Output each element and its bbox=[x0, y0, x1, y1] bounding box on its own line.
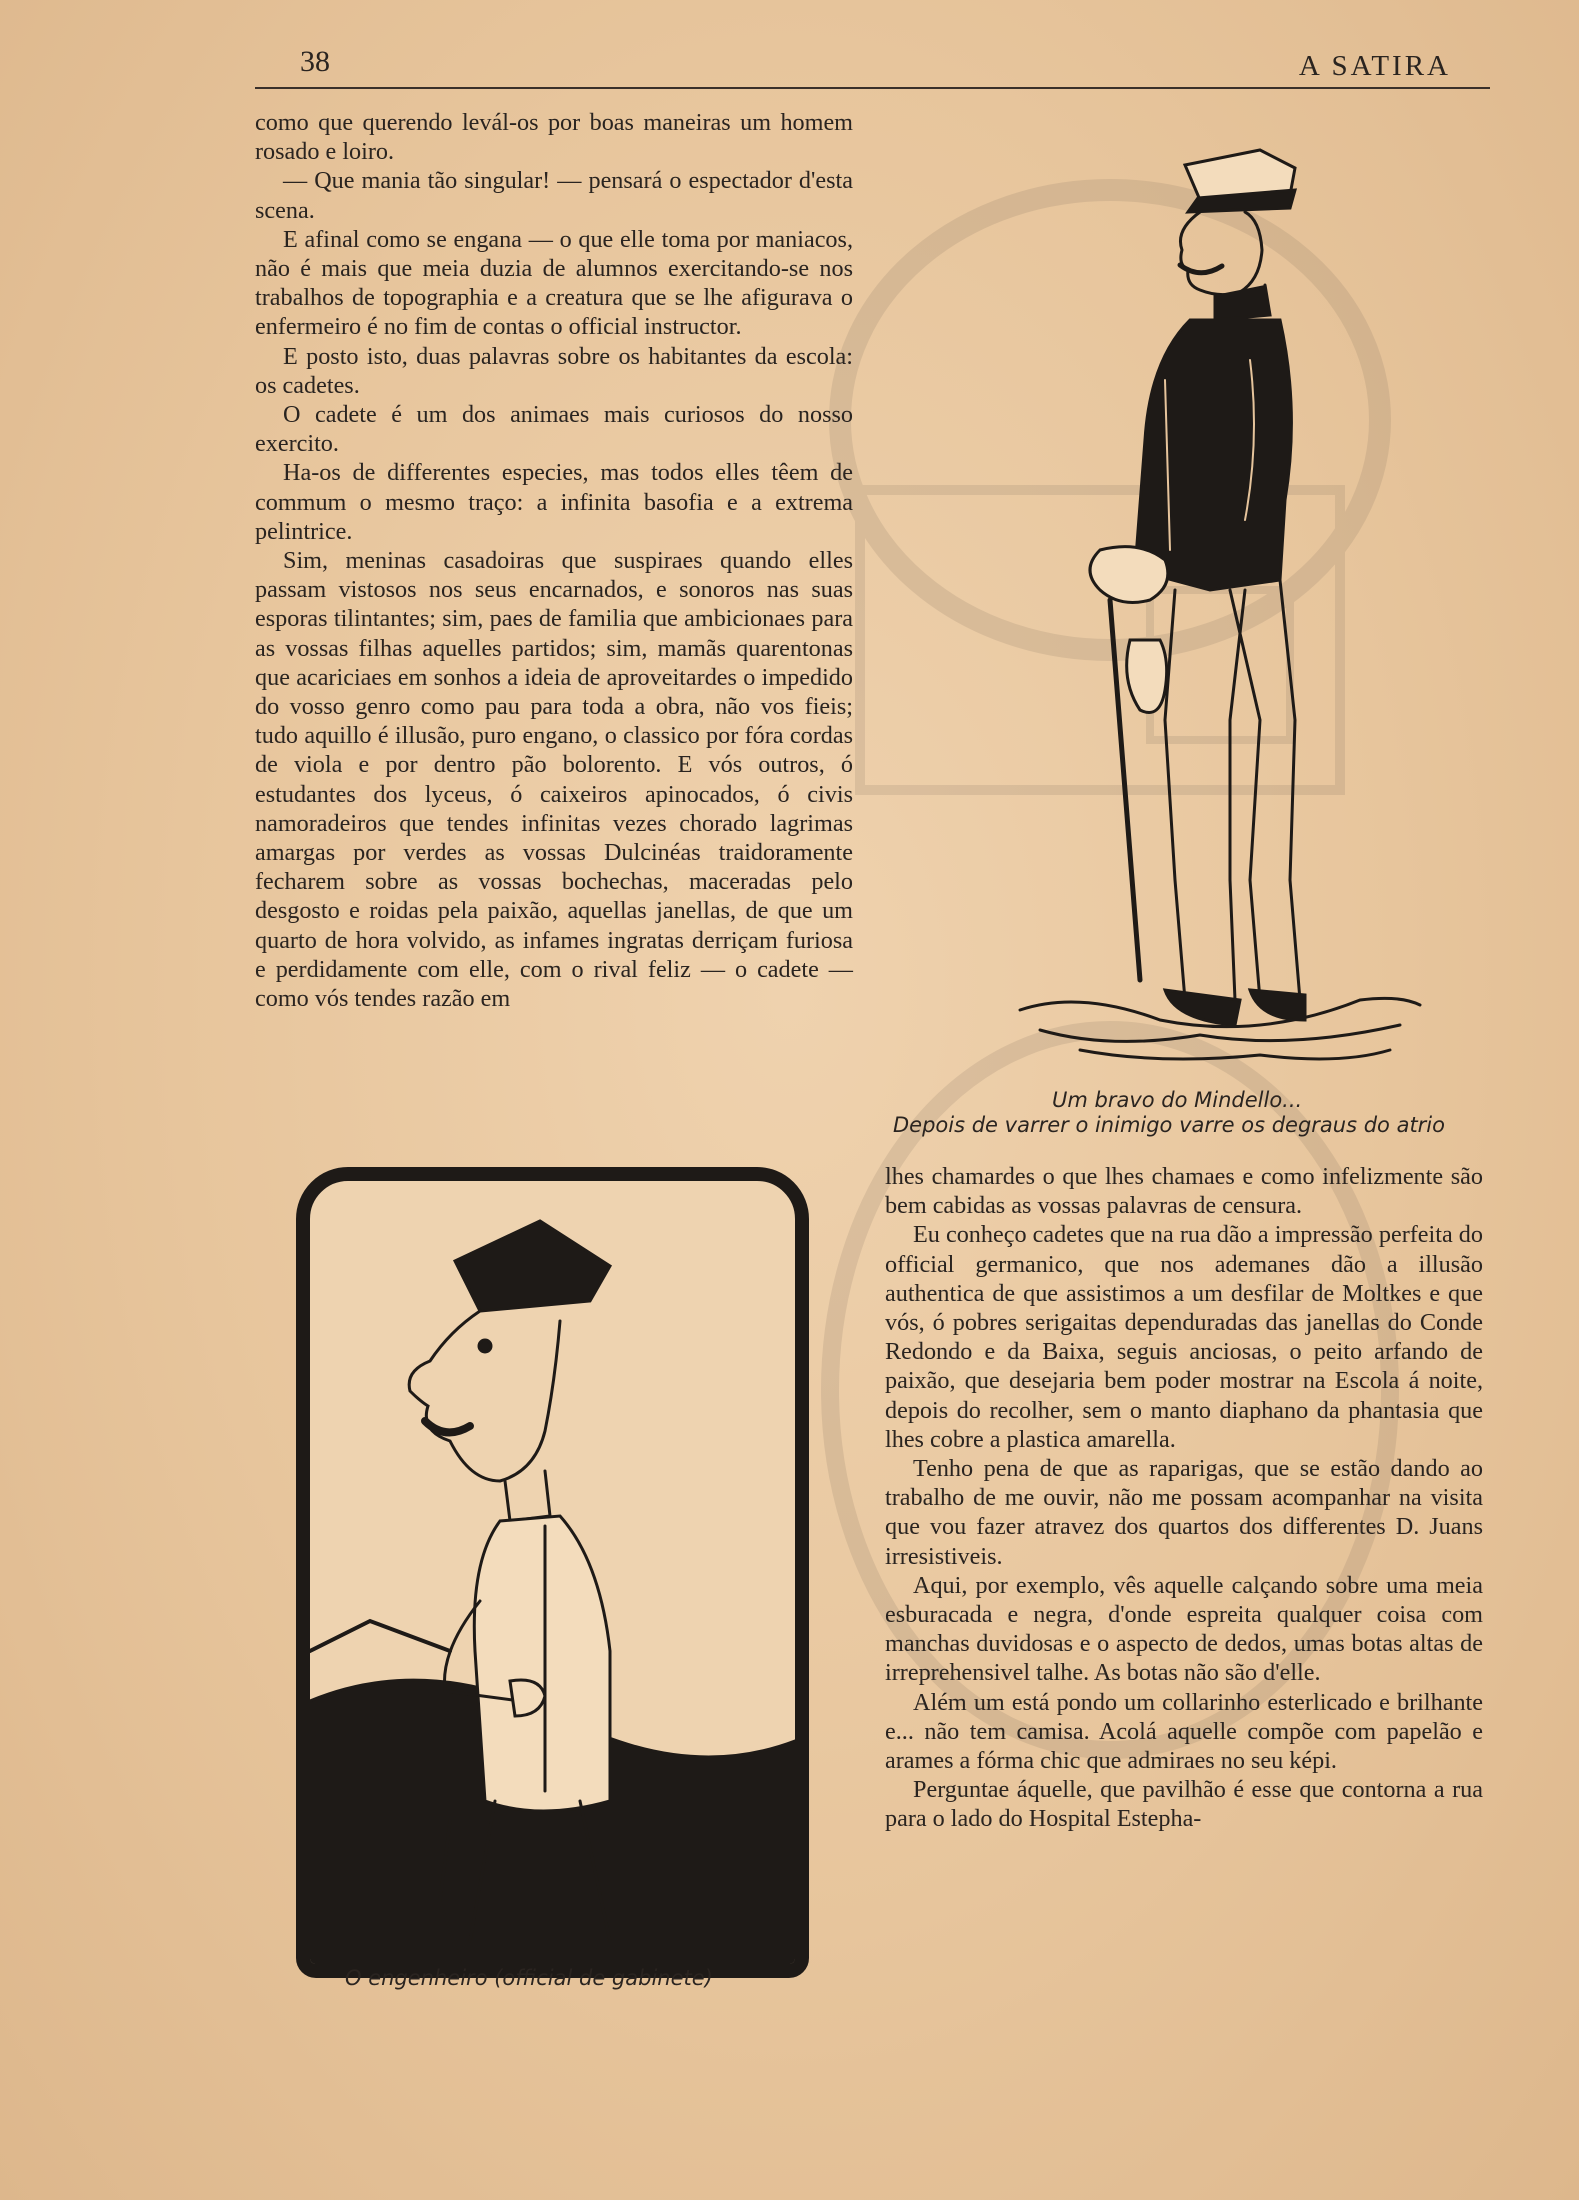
paragraph: lhes chamardes o que lhes chamaes e como infelizmente são bem cabidas as vossas palavras de censura. bbox=[885, 1163, 1483, 1220]
standing-cadet-drawing bbox=[960, 120, 1430, 1070]
paragraph: Sim, meninas casadoiras que suspiraes quando elles passam vistosos nos seus encarnados, e sonoros nas suas esporas tilintantes; sim, paes de familia que ambicionaes para as vossas filhas aquelles partidos; sim, mamãs quarentonas que acariciaes em sonhos a ideia de aproveitardes o impedido do vosso genro como pau para toda a obra, não vos fieis; tudo aquillo é illusão, puro engano, o classico por fóra cordas de viola e por dentro pão bolorento. E vós outros, ó estudantes dos lyceus, ó caixeiros apinocados, ó civis namoradeiros que tendes infinitas vezes chorado lagrimas amargas por verdes as vossas Dulcinéas traidoramente fecharem sobre as vossas bochechas, maceradas pelo desgosto e roidas pela paixão, aquellas janellas, de que um quarto de hora volvido, as infames ingratas derriçam furiosa e perdidamente com elle, com o rival feliz — o cadete — como vós tendes razão em bbox=[255, 547, 853, 1013]
paragraph: — Que mania tão singular! — pensará o espectador d'esta scena. bbox=[255, 167, 853, 224]
paragraph: O cadete é um dos animaes mais curiosos do nosso exercito. bbox=[255, 401, 853, 458]
paragraph: Ha-os de differentes especies, mas todos elles têem de commum o mesmo traço: a infinita basofia e a extrema pelintrice. bbox=[255, 459, 853, 545]
caption-engineer: O engenheiro (official de gabinete) bbox=[345, 1966, 713, 1990]
journal-title: A SATIRA bbox=[1298, 50, 1451, 82]
page-number: 38 bbox=[300, 45, 330, 78]
header-rule bbox=[255, 87, 1490, 89]
paragraph: Tenho pena de que as raparigas, que se estão dando ao trabalho de me ouvir, não me possam acompanhar na visita que vou fazer atravez dos quartos dos differentes D. Juans irresistiveis. bbox=[885, 1455, 1483, 1570]
right-column-text bbox=[885, 1162, 1483, 1834]
paragraph: Perguntae áquelle, que pavilhão é esse que contorna a rua para o lado do Hospital Estepha- bbox=[885, 1776, 1483, 1833]
paragraph: Aqui, por exemplo, vês aquelle calçando sobre uma meia esburacada e negra, d'onde espreita qualquer coisa com manchas duvidosas e o aspecto de dedos, umas botas altas de irreprehensivel talhe. As botas não são d'elle. bbox=[885, 1571, 1483, 1687]
paragraph: Além um está pondo um collarinho esterlicado e brilhante e... não tem camisa. Acolá aquelle compõe com papelão e arames a fórma chic que admiraes no seu képi. bbox=[885, 1688, 1483, 1775]
paragraph: Eu conheço cadetes que na rua dão a impressão perfeita do official germanico, que nos ademanes dão a illusão authentica de que assistimos a um desfilar de Moltkes e que vós, ó pobres serigaitas dependuradas das janellas do Conde Redondo e da Baixa, seguis anciosas, o peito arfando de paixão, que desejaria bem poder mostrar na Escola á noite, depois do recolher, sem o manto diaphano da phantasia que lhes cobre a plastica amarella. bbox=[885, 1221, 1483, 1453]
paragraph: como que querendo levál-os por boas maneiras um homem rosado e loiro. bbox=[255, 109, 853, 166]
engineer-drawing bbox=[310, 1181, 795, 1964]
standing-cadet-illustration bbox=[960, 120, 1430, 1070]
left-column-text bbox=[255, 108, 853, 1013]
engineer-illustration bbox=[296, 1167, 809, 1978]
caption-standing-line2: Depois de varrer o inimigo varre os degraus do atrio bbox=[893, 1113, 1445, 1137]
paragraph: E afinal como se engana — o que elle toma por maniacos, não é mais que meia duzia de alumnos exercitando-se nos trabalhos de topographia e a creatura que se lhe afigurava o enfermeiro é no fim de contas o official instructor. bbox=[255, 225, 853, 341]
paragraph: E posto isto, duas palavras sobre os habitantes da escola: os cadetes. bbox=[255, 342, 853, 399]
caption-standing-line1: Um bravo do Mindello... bbox=[1052, 1088, 1303, 1112]
